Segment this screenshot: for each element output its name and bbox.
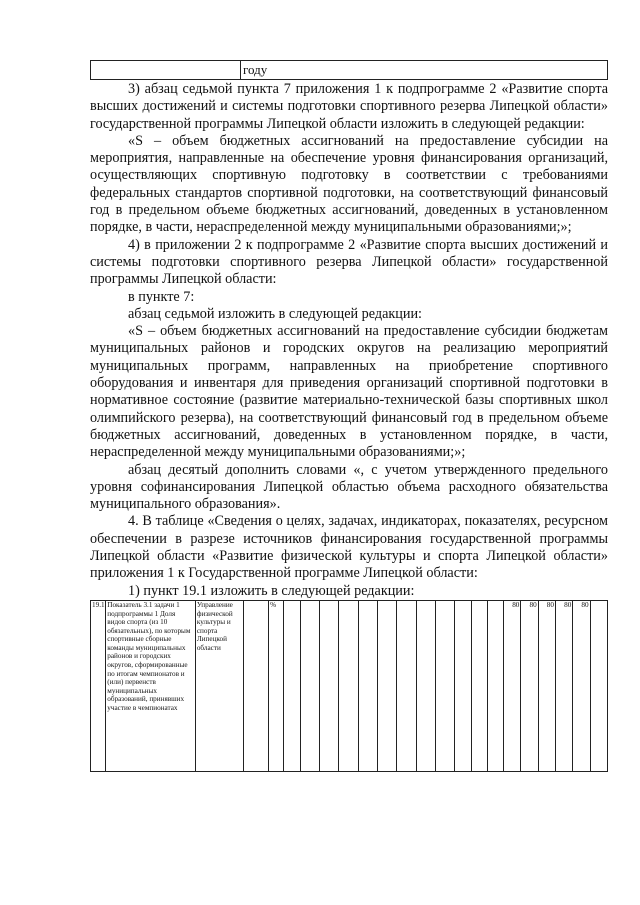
indicator-table	[90, 600, 608, 772]
paragraph-9: 1) пункт 19.1 изложить в следующей редакции:	[128, 582, 415, 599]
paragraph-8: 4. В таблице «Сведения о целях, задачах, индикаторах, показателях, ресурсном обеспечении в разрезе источников финансирования государственной программы Липецкой области «Развитие физической культуры и спорта Липецкой области» приложения 1 к Государственной программе Липецкой области:	[90, 513, 608, 582]
cell-empty	[339, 600, 358, 771]
cell-value-2: 80	[521, 600, 538, 771]
cell-empty	[397, 600, 416, 771]
cell-empty	[300, 600, 319, 771]
cell-executor: Управление физической культуры и спорта Липецкой области	[195, 600, 243, 771]
cell-empty	[284, 600, 300, 771]
document-text	[90, 81, 608, 600]
cell-indicator: Показатель 3.1 задачи 1 подпрограммы 1 Доля видов спорта (из 10 обязательных), по которым спортивные сборные команды муниципальных районов и городских округов, сформированные по итогам чемпионатов и (или) первенств муниципальных образований, принявших участие в чемпионатах	[106, 600, 196, 771]
top-table-right-cell: году	[241, 61, 608, 80]
cell-empty	[243, 600, 268, 771]
top-table-left-cell	[91, 61, 241, 80]
paragraph-5: абзац седьмой изложить в следующей редакции:	[128, 305, 423, 322]
cell-value-5: 80	[573, 600, 590, 771]
document-page	[90, 60, 608, 772]
paragraph-4: в пункте 7:	[128, 288, 195, 305]
cell-empty	[416, 600, 435, 771]
paragraph-7: абзац десятый дополнить словами «, с учетом утвержденного предельного уровня софинансирования Липецкой областью объема расходного обязательства муниципального образования».	[90, 461, 608, 513]
cell-empty	[471, 600, 487, 771]
top-table-fragment	[90, 60, 608, 80]
cell-empty	[487, 600, 503, 771]
paragraph-2: «S – объем бюджетных ассигнований на предоставление субсидии на мероприятия, направленные на обеспечение уровня финансирования организаций, осуществляющих спортивную подготовку в соответствии с требованиями федеральных стандартов спортивной подготовки, на соответствующий финансовый год в предельном объеме бюджетных ассигнований, доведенных в установленном порядке, в части, нераспределенной между муниципальными образованиями;»;	[90, 132, 608, 236]
cell-empty	[358, 600, 377, 771]
cell-value-3: 80	[538, 600, 555, 771]
cell-empty	[377, 600, 396, 771]
cell-empty	[319, 600, 338, 771]
paragraph-1: 3) абзац седьмой пункта 7 приложения 1 к подпрограмме 2 «Развитие спорта высших достижений и системы подготовки спортивного резерва Липецкой области» государственной программы Липецкой области изложить в следующей редакции:	[90, 81, 608, 132]
cell-empty	[455, 600, 471, 771]
paragraph-6: «S – объем бюджетных ассигнований на предоставление субсидии бюджетам муниципальных районов и городских округов на реализацию мероприятий муниципальных программ, направленных на приобретение спортивного оборудования и инвентаря для приведения организаций спортивной подготовки в нормативное состояние (развитие материально-технической базы спортивных школ олимпийского резерва), на соответствующий финансовый год в предельном объеме бюджетных ассигнований, доведенных в установленном порядке, в части, нераспределенной между муниципальными образованиями;»;	[90, 323, 608, 461]
paragraph-3: 4) в приложении 2 к подпрограмме 2 «Развитие спорта высших достижений и системы подготовки спортивного резерва Липецкой области» государственной программы Липецкой области:	[90, 236, 608, 288]
cell-unit: %	[269, 600, 284, 771]
cell-number: 19.1	[91, 600, 106, 771]
cell-empty	[435, 600, 454, 771]
cell-empty	[590, 600, 607, 771]
cell-value-1: 80	[504, 600, 521, 771]
cell-value-4: 80	[555, 600, 572, 771]
table-row	[91, 600, 608, 771]
